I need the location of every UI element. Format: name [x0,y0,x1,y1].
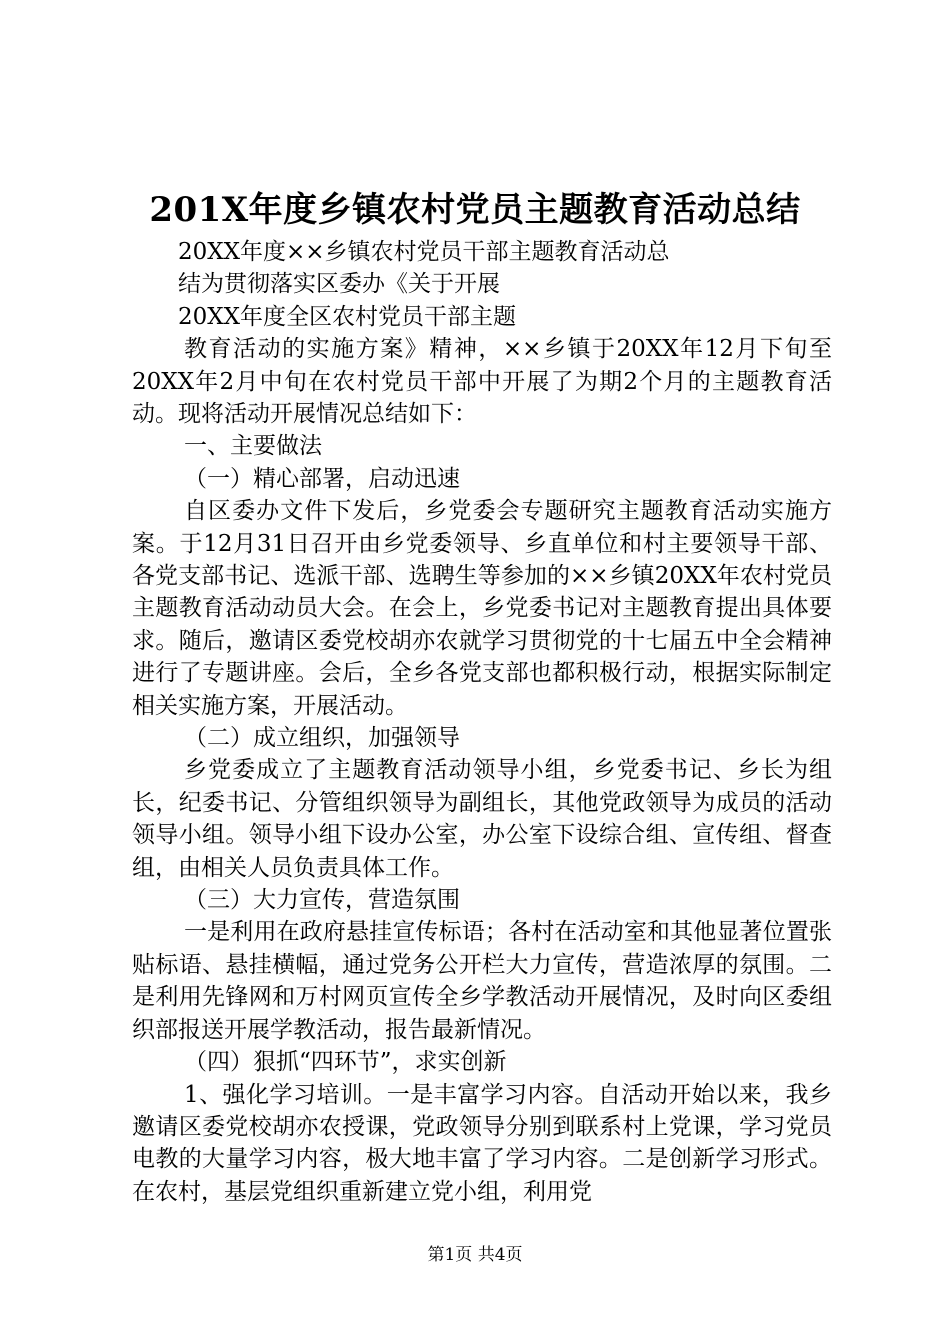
subsection-heading: （四）狠抓“四环节”，求实创新 [184,1049,507,1076]
page-footer: 第1页 共4页 [427,1245,523,1265]
subsection-heading: （三）大力宣传，营造氛围 [184,887,460,914]
subsection-heading: （二）成立组织，加强领导 [184,725,460,752]
section-heading: 一、主要做法 [184,433,322,460]
lead-line: 结为贯彻落实区委办《关于开展 [178,271,500,298]
lead-line: 20XX年度××乡镇农村党员干部主题教育活动总 [178,239,670,265]
paragraph: 教育活动的实施方案》精神，××乡镇于20XX年12月下旬至20XX年2月中旬在农村党员干部中开展了为期2个月的主题教育活动。现将活动开展情况总结如下： [132,336,832,427]
paragraph: 自区委办文件下发后，乡党委会专题研究主题教育活动实施方案。于12月31日召开由乡党委领导、乡直单位和村主要领导干部、各党支部书记、选派干部、选聘生等参加的××乡镇20XX年农村党员主题教育活动动员大会。在会上，乡党委书记对主题教育提出具体要求。随后，邀请区委党校胡亦农就学习贯彻党的十七届五中全会精神进行了专题讲座。会后，全乡各党支部也都积极行动，根据实际制定相关实施方案，开展活动。 [132,498,832,719]
document-body [132,236,832,1208]
lead-line: 20XX年度全区农村党员干部主题 [178,303,517,330]
paragraph: 1、强化学习培训。一是丰富学习内容。自活动开始以来，我乡邀请区委党校胡亦农授课，党政领导分别到联系村上党课，学习党员电教的大量学习内容，极大地丰富了学习内容。二是创新学习形式。在农村，基层党组织重新建立党小组，利用党 [132,1081,832,1205]
subsection-heading: （一）精心部署，启动迅速 [184,465,460,492]
paragraph: 乡党委成立了主题教育活动领导小组，乡党委书记、乡长为组长，纪委书记、分管组织领导为副组长，其他党政领导为成员的活动领导小组。领导小组下设办公室，办公室下设综合组、宣传组、督查组，由相关人员负责具体工作。 [132,757,832,881]
page-title: 201X年度乡镇农村党员主题教育活动总结 [149,190,801,230]
paragraph: 一是利用在政府悬挂宣传标语；各村在活动室和其他显著位置张贴标语、悬挂横幅，通过党务公开栏大力宣传，营造浓厚的氛围。二是利用先锋网和万村网页宣传全乡学教活动开展情况，及时向区委组织部报送开展学教活动，报告最新情况。 [132,919,832,1043]
